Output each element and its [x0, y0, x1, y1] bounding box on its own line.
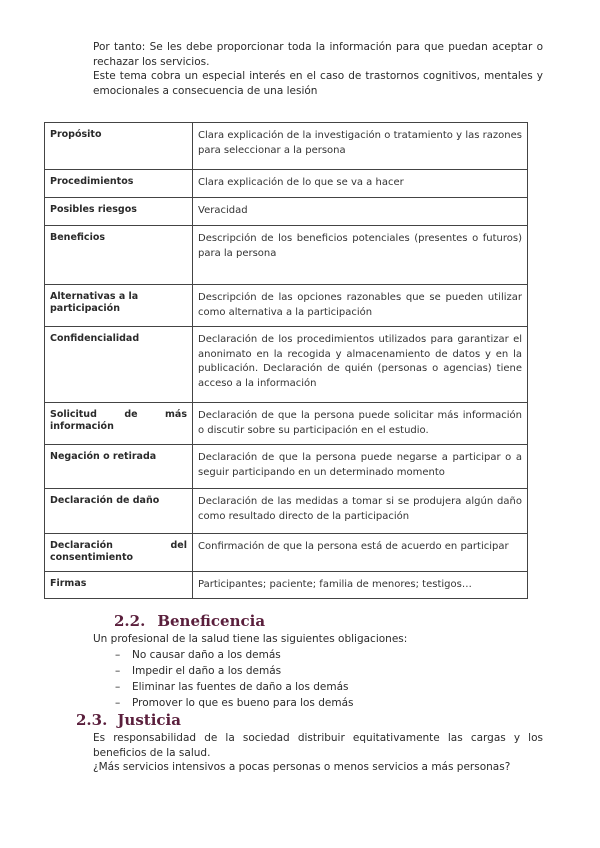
table-row [45, 226, 528, 285]
justicia-paragraph-1: Es responsabilidad de la sociedad distribuir equitativamente las cargas y los beneficios de la salud. [93, 732, 543, 759]
obligations-list [115, 647, 354, 711]
justicia-paragraph-2: ¿Más servicios intensivos a pocas personas o menos servicios a más personas? [93, 761, 511, 773]
row-value: Declaración de que la persona puede solicitar más información o discutir sobre su participación en el estudio. [193, 403, 528, 445]
justicia-text [93, 731, 543, 775]
row-value: Participantes; paciente; familia de menores; testigos… [193, 572, 528, 599]
section-heading-justicia [76, 711, 181, 729]
row-value: Descripción de los beneficios potenciales (presentes o futuros) para la persona [193, 226, 528, 285]
table-row [45, 534, 528, 572]
table-row [45, 327, 528, 403]
row-key: Negación o retirada [45, 445, 193, 489]
list-item-text: Eliminar las fuentes de daño a los demás [132, 681, 349, 693]
row-key: Declaración del consentimiento [45, 534, 193, 572]
table-row [45, 445, 528, 489]
table-row [45, 403, 528, 445]
list-item-text: Promover lo que es bueno para los demás [132, 697, 354, 709]
section-number: 2.2. [114, 612, 146, 630]
intro-paragraph-1: Por tanto: Se les debe proporcionar toda la información para que puedan aceptar o rechazar los servicios. [93, 41, 543, 68]
section-title: Justicia [117, 711, 181, 729]
table-row [45, 489, 528, 534]
table-row [45, 198, 528, 226]
beneficencia-intro: Un profesional de la salud tiene las siguientes obligaciones: [93, 633, 408, 645]
table-row [45, 170, 528, 198]
section-number: 2.3. [76, 711, 108, 729]
list-item-text: No causar daño a los demás [132, 649, 281, 661]
list-item: – Promover lo que es bueno para los demás [115, 697, 354, 709]
intro-text [93, 40, 543, 98]
row-value: Clara explicación de lo que se va a hacer [193, 170, 528, 198]
row-value: Confirmación de que la persona está de acuerdo en participar [193, 534, 528, 572]
row-key: Beneficios [45, 226, 193, 285]
list-item: – Impedir el daño a los demás [115, 665, 282, 677]
table-row [45, 572, 528, 599]
intro-paragraph-2: Este tema cobra un especial interés en el caso de trastornos cognitivos, mentales y emocionales a consecuencia de una lesión [93, 70, 543, 97]
row-value: Declaración de las medidas a tomar si se produjera algún daño como resultado directo de la participación [193, 489, 528, 534]
row-value: Declaración de los procedimientos utilizados para garantizar el anonimato en la recogida y almacenamiento de datos y en la publicación. Declaración de quién (personas o agencias) tiene acceso a la información [193, 327, 528, 403]
row-key: Propósito [45, 123, 193, 170]
list-item: – Eliminar las fuentes de daño a los demás [115, 681, 349, 693]
row-key: Solicitud de más información [45, 403, 193, 445]
row-value: Veracidad [193, 198, 528, 226]
consent-elements-table [44, 122, 528, 599]
row-key: Procedimientos [45, 170, 193, 198]
list-item: – No causar daño a los demás [115, 649, 281, 661]
table-row [45, 123, 528, 170]
row-value: Clara explicación de la investigación o tratamiento y las razones para seleccionar a la persona [193, 123, 528, 170]
row-key: Confidencialidad [45, 327, 193, 403]
row-value: Descripción de las opciones razonables que se pueden utilizar como alternativa a la participación [193, 285, 528, 327]
section-title: Beneficencia [157, 612, 266, 630]
row-key: Declaración de daño [45, 489, 193, 534]
section-heading-beneficencia [114, 612, 265, 630]
list-item-text: Impedir el daño a los demás [132, 665, 282, 677]
row-value: Declaración de que la persona puede negarse a participar o a seguir participando en un determinado momento [193, 445, 528, 489]
row-key: Posibles riesgos [45, 198, 193, 226]
row-key: Alternativas a la participación [45, 285, 193, 327]
table-row [45, 285, 528, 327]
row-key: Firmas [45, 572, 193, 599]
